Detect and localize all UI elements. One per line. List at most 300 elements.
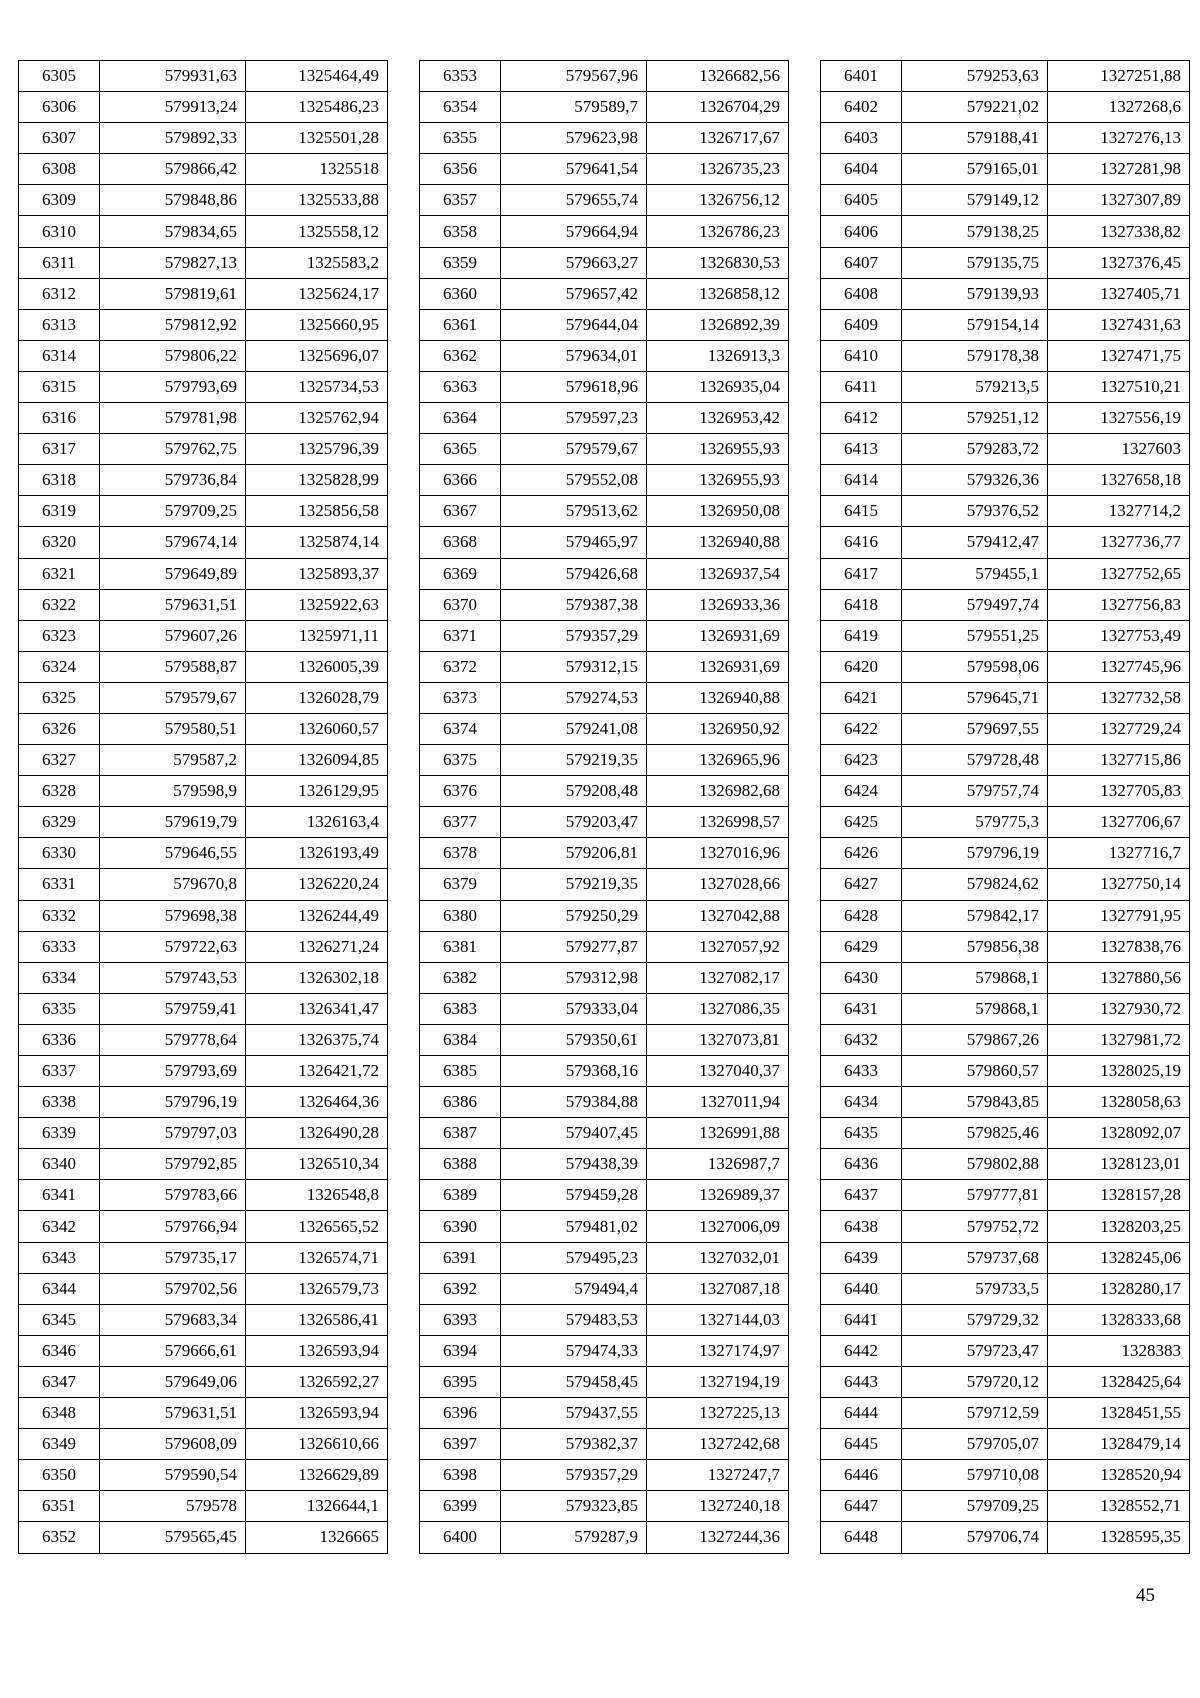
point-number-cell: 6381 [420,931,501,962]
x-coordinate-cell: 579333,04 [501,993,647,1024]
y-coordinate-cell: 1325583,2 [246,247,388,278]
table-row [821,1335,1190,1366]
x-coordinate-cell: 579793,69 [100,1056,246,1087]
point-number-cell: 6338 [19,1087,100,1118]
y-coordinate-cell: 1327736,77 [1048,527,1190,558]
x-coordinate-cell: 579578 [100,1491,246,1522]
point-number-cell: 6351 [19,1491,100,1522]
y-coordinate-cell: 1327510,21 [1048,371,1190,402]
y-coordinate-cell: 1326953,42 [647,403,789,434]
point-number-cell: 6324 [19,651,100,682]
y-coordinate-cell: 1328025,19 [1048,1056,1190,1087]
point-number-cell: 6393 [420,1304,501,1335]
point-number-cell: 6347 [19,1366,100,1397]
y-coordinate-cell: 1327251,88 [1048,61,1190,92]
y-coordinate-cell: 1328425,64 [1048,1366,1190,1397]
table-row [821,651,1190,682]
table-row [19,434,388,465]
y-coordinate-cell: 1327981,72 [1048,1024,1190,1055]
table-row [420,1304,789,1335]
y-coordinate-cell: 1327225,13 [647,1398,789,1429]
y-coordinate-cell: 1327087,18 [647,1273,789,1304]
y-coordinate-cell: 1326421,72 [246,1056,388,1087]
table-row [821,434,1190,465]
table-row [19,1211,388,1242]
coordinates-table-2 [419,60,789,1554]
x-coordinate-cell: 579843,85 [902,1087,1048,1118]
point-number-cell: 6413 [821,434,902,465]
table-row [821,1087,1190,1118]
table-row [420,216,789,247]
table-row [420,340,789,371]
point-number-cell: 6443 [821,1366,902,1397]
y-coordinate-cell: 1328552,71 [1048,1491,1190,1522]
y-coordinate-cell: 1327705,83 [1048,776,1190,807]
y-coordinate-cell: 1327011,94 [647,1087,789,1118]
table-row [821,713,1190,744]
x-coordinate-cell: 579657,42 [501,278,647,309]
point-number-cell: 6359 [420,247,501,278]
x-coordinate-cell: 579494,4 [501,1273,647,1304]
x-coordinate-cell: 579737,68 [902,1242,1048,1273]
y-coordinate-cell: 1327194,19 [647,1366,789,1397]
coordinates-table-1 [18,60,388,1554]
point-number-cell: 6438 [821,1211,902,1242]
table-row [821,620,1190,651]
table-row [19,465,388,496]
table-row [19,869,388,900]
point-number-cell: 6398 [420,1460,501,1491]
y-coordinate-cell: 1326464,36 [246,1087,388,1118]
x-coordinate-cell: 579459,28 [501,1180,647,1211]
x-coordinate-cell: 579213,5 [902,371,1048,402]
y-coordinate-cell: 1327431,63 [1048,309,1190,340]
y-coordinate-cell: 1325533,88 [246,185,388,216]
y-coordinate-cell: 1327244,36 [647,1522,789,1553]
table-row [19,247,388,278]
point-number-cell: 6377 [420,807,501,838]
table-row [19,1149,388,1180]
x-coordinate-cell: 579649,06 [100,1366,246,1397]
table-row [19,309,388,340]
table-row [19,807,388,838]
y-coordinate-cell: 1326629,89 [246,1460,388,1491]
x-coordinate-cell: 579426,68 [501,558,647,589]
x-coordinate-cell: 579834,65 [100,216,246,247]
point-number-cell: 6353 [420,61,501,92]
table-row [821,185,1190,216]
y-coordinate-cell: 1327556,19 [1048,403,1190,434]
x-coordinate-cell: 579241,08 [501,713,647,744]
x-coordinate-cell: 579735,17 [100,1242,246,1273]
x-coordinate-cell: 579793,69 [100,371,246,402]
y-coordinate-cell: 1326704,29 [647,92,789,123]
x-coordinate-cell: 579729,32 [902,1304,1048,1335]
x-coordinate-cell: 579250,29 [501,900,647,931]
table-row [420,1242,789,1273]
table-row [821,527,1190,558]
point-number-cell: 6417 [821,558,902,589]
x-coordinate-cell: 579495,23 [501,1242,647,1273]
table-row [821,309,1190,340]
x-coordinate-cell: 579720,12 [902,1366,1048,1397]
y-coordinate-cell: 1327242,68 [647,1429,789,1460]
table-row [420,465,789,496]
table-row [420,1273,789,1304]
x-coordinate-cell: 579623,98 [501,123,647,154]
table-row [19,776,388,807]
y-coordinate-cell: 1326341,47 [246,993,388,1024]
point-number-cell: 6423 [821,745,902,776]
y-coordinate-cell: 1326375,74 [246,1024,388,1055]
table-row [821,1180,1190,1211]
x-coordinate-cell: 579634,01 [501,340,647,371]
y-coordinate-cell: 1327603 [1048,434,1190,465]
x-coordinate-cell: 579139,93 [902,278,1048,309]
y-coordinate-cell: 1326244,49 [246,900,388,931]
y-coordinate-cell: 1328123,01 [1048,1149,1190,1180]
y-coordinate-cell: 1326982,68 [647,776,789,807]
point-number-cell: 6317 [19,434,100,465]
x-coordinate-cell: 579589,7 [501,92,647,123]
table-row [19,1398,388,1429]
x-coordinate-cell: 579778,64 [100,1024,246,1055]
point-number-cell: 6418 [821,589,902,620]
point-number-cell: 6328 [19,776,100,807]
table-row [420,620,789,651]
point-number-cell: 6427 [821,869,902,900]
y-coordinate-cell: 1327144,03 [647,1304,789,1335]
x-coordinate-cell: 579221,02 [902,92,1048,123]
y-coordinate-cell: 1327880,56 [1048,962,1190,993]
point-number-cell: 6426 [821,838,902,869]
x-coordinate-cell: 579797,03 [100,1118,246,1149]
table-row [821,465,1190,496]
point-number-cell: 6310 [19,216,100,247]
table-row [420,403,789,434]
y-coordinate-cell: 1326565,52 [246,1211,388,1242]
y-coordinate-cell: 1327032,01 [647,1242,789,1273]
x-coordinate-cell: 579683,34 [100,1304,246,1335]
point-number-cell: 6414 [821,465,902,496]
table-row [19,651,388,682]
point-number-cell: 6440 [821,1273,902,1304]
point-number-cell: 6343 [19,1242,100,1273]
table-row [420,776,789,807]
x-coordinate-cell: 579154,14 [902,309,1048,340]
point-number-cell: 6341 [19,1180,100,1211]
table-row [420,154,789,185]
table-row [821,1211,1190,1242]
point-number-cell: 6373 [420,682,501,713]
y-coordinate-cell: 1326987,7 [647,1149,789,1180]
x-coordinate-cell: 579775,3 [902,807,1048,838]
table-row [420,527,789,558]
table-row [420,745,789,776]
point-number-cell: 6399 [420,1491,501,1522]
point-number-cell: 6354 [420,92,501,123]
table-row [420,1335,789,1366]
table-row [420,1429,789,1460]
y-coordinate-cell: 1328595,35 [1048,1522,1190,1553]
point-number-cell: 6375 [420,745,501,776]
x-coordinate-cell: 579705,07 [902,1429,1048,1460]
table-row [19,1304,388,1335]
y-coordinate-cell: 1325518 [246,154,388,185]
table-row [821,1056,1190,1087]
x-coordinate-cell: 579465,97 [501,527,647,558]
y-coordinate-cell: 1326682,56 [647,61,789,92]
table-row [420,589,789,620]
table-row [420,993,789,1024]
point-number-cell: 6372 [420,651,501,682]
table-row [821,1398,1190,1429]
x-coordinate-cell: 579702,56 [100,1273,246,1304]
y-coordinate-cell: 1327732,58 [1048,682,1190,713]
x-coordinate-cell: 579931,63 [100,61,246,92]
y-coordinate-cell: 1326005,39 [246,651,388,682]
table-row [420,558,789,589]
point-number-cell: 6321 [19,558,100,589]
y-coordinate-cell: 1326579,73 [246,1273,388,1304]
y-coordinate-cell: 1325796,39 [246,434,388,465]
y-coordinate-cell: 1325464,49 [246,61,388,92]
table-row [420,1180,789,1211]
x-coordinate-cell: 579607,26 [100,620,246,651]
x-coordinate-cell: 579913,24 [100,92,246,123]
table-row [19,403,388,434]
x-coordinate-cell: 579848,86 [100,185,246,216]
table-row [821,745,1190,776]
table-row [19,589,388,620]
table-row [19,527,388,558]
x-coordinate-cell: 579274,53 [501,682,647,713]
y-coordinate-cell: 1327073,81 [647,1024,789,1055]
x-coordinate-cell: 579842,17 [902,900,1048,931]
y-coordinate-cell: 1326094,85 [246,745,388,776]
point-number-cell: 6355 [420,123,501,154]
table-row [420,651,789,682]
point-number-cell: 6445 [821,1429,902,1460]
point-number-cell: 6397 [420,1429,501,1460]
point-number-cell: 6361 [420,309,501,340]
x-coordinate-cell: 579698,38 [100,900,246,931]
x-coordinate-cell: 579825,46 [902,1118,1048,1149]
x-coordinate-cell: 579655,74 [501,185,647,216]
point-number-cell: 6362 [420,340,501,371]
x-coordinate-cell: 579674,14 [100,527,246,558]
x-coordinate-cell: 579759,41 [100,993,246,1024]
y-coordinate-cell: 1327338,82 [1048,216,1190,247]
point-number-cell: 6415 [821,496,902,527]
y-coordinate-cell: 1326937,54 [647,558,789,589]
point-number-cell: 6334 [19,962,100,993]
x-coordinate-cell: 579188,41 [902,123,1048,154]
x-coordinate-cell: 579766,94 [100,1211,246,1242]
y-coordinate-cell: 1327791,95 [1048,900,1190,931]
point-number-cell: 6366 [420,465,501,496]
y-coordinate-cell: 1327281,98 [1048,154,1190,185]
y-coordinate-cell: 1325893,37 [246,558,388,589]
x-coordinate-cell: 579219,35 [501,869,647,900]
x-coordinate-cell: 579866,42 [100,154,246,185]
point-number-cell: 6401 [821,61,902,92]
table-row [19,1429,388,1460]
y-coordinate-cell: 1326955,93 [647,465,789,496]
table-row [420,1118,789,1149]
x-coordinate-cell: 579474,33 [501,1335,647,1366]
x-coordinate-cell: 579481,02 [501,1211,647,1242]
x-coordinate-cell: 579588,87 [100,651,246,682]
y-coordinate-cell: 1327028,66 [647,869,789,900]
point-number-cell: 6428 [821,900,902,931]
table-row [19,745,388,776]
table-row [420,185,789,216]
point-number-cell: 6352 [19,1522,100,1553]
x-coordinate-cell: 579892,33 [100,123,246,154]
table-row [19,620,388,651]
y-coordinate-cell: 1328058,63 [1048,1087,1190,1118]
y-coordinate-cell: 1325624,17 [246,278,388,309]
x-coordinate-cell: 579618,96 [501,371,647,402]
y-coordinate-cell: 1325501,28 [246,123,388,154]
point-number-cell: 6411 [821,371,902,402]
point-number-cell: 6323 [19,620,100,651]
table-row [420,371,789,402]
table-row [821,869,1190,900]
table-row [19,216,388,247]
y-coordinate-cell: 1327057,92 [647,931,789,962]
table-row [19,340,388,371]
y-coordinate-cell: 1327016,96 [647,838,789,869]
x-coordinate-cell: 579641,54 [501,154,647,185]
y-coordinate-cell: 1326548,8 [246,1180,388,1211]
y-coordinate-cell: 1326830,53 [647,247,789,278]
point-number-cell: 6326 [19,713,100,744]
point-number-cell: 6435 [821,1118,902,1149]
table-row [19,496,388,527]
y-coordinate-cell: 1326991,88 [647,1118,789,1149]
table-row [420,1522,789,1553]
y-coordinate-cell: 1325828,99 [246,465,388,496]
y-coordinate-cell: 1326931,69 [647,620,789,651]
y-coordinate-cell: 1327086,35 [647,993,789,1024]
table-row [821,154,1190,185]
y-coordinate-cell: 1327376,45 [1048,247,1190,278]
x-coordinate-cell: 579796,19 [902,838,1048,869]
x-coordinate-cell: 579382,37 [501,1429,647,1460]
table-row [19,713,388,744]
table-row [821,682,1190,713]
x-coordinate-cell: 579208,48 [501,776,647,807]
table-row [821,838,1190,869]
point-number-cell: 6307 [19,123,100,154]
table-row [821,1024,1190,1055]
point-number-cell: 6332 [19,900,100,931]
point-number-cell: 6422 [821,713,902,744]
table-row [420,1460,789,1491]
point-number-cell: 6314 [19,340,100,371]
point-number-cell: 6330 [19,838,100,869]
table-row [821,278,1190,309]
table-row [19,371,388,402]
x-coordinate-cell: 579357,29 [501,620,647,651]
y-coordinate-cell: 1328203,25 [1048,1211,1190,1242]
x-coordinate-cell: 579608,09 [100,1429,246,1460]
x-coordinate-cell: 579323,85 [501,1491,647,1522]
y-coordinate-cell: 1326302,18 [246,962,388,993]
y-coordinate-cell: 1325922,63 [246,589,388,620]
point-number-cell: 6339 [19,1118,100,1149]
x-coordinate-cell: 579819,61 [100,278,246,309]
table-row [19,1056,388,1087]
x-coordinate-cell: 579253,63 [902,61,1048,92]
table-row [420,713,789,744]
table-row [821,1304,1190,1335]
point-number-cell: 6313 [19,309,100,340]
x-coordinate-cell: 579663,27 [501,247,647,278]
y-coordinate-cell: 1326892,39 [647,309,789,340]
x-coordinate-cell: 579619,79 [100,807,246,838]
point-number-cell: 6357 [420,185,501,216]
table-row [420,309,789,340]
table-row [821,247,1190,278]
table-row [420,1366,789,1397]
x-coordinate-cell: 579783,66 [100,1180,246,1211]
y-coordinate-cell: 1327307,89 [1048,185,1190,216]
x-coordinate-cell: 579666,61 [100,1335,246,1366]
point-number-cell: 6439 [821,1242,902,1273]
x-coordinate-cell: 579827,13 [100,247,246,278]
table-row [821,1491,1190,1522]
x-coordinate-cell: 579579,67 [501,434,647,465]
x-coordinate-cell: 579709,25 [902,1491,1048,1522]
point-number-cell: 6437 [821,1180,902,1211]
table-row [19,61,388,92]
table-row [19,1491,388,1522]
table-row [420,869,789,900]
y-coordinate-cell: 1326665 [246,1522,388,1553]
x-coordinate-cell: 579283,72 [902,434,1048,465]
x-coordinate-cell: 579326,36 [902,465,1048,496]
point-number-cell: 6378 [420,838,501,869]
y-coordinate-cell: 1327750,14 [1048,869,1190,900]
table-row [821,776,1190,807]
point-number-cell: 6337 [19,1056,100,1087]
y-coordinate-cell: 1326593,94 [246,1335,388,1366]
x-coordinate-cell: 579350,61 [501,1024,647,1055]
y-coordinate-cell: 1326955,93 [647,434,789,465]
point-number-cell: 6329 [19,807,100,838]
y-coordinate-cell: 1326756,12 [647,185,789,216]
table-row [420,931,789,962]
x-coordinate-cell: 579598,06 [902,651,1048,682]
y-coordinate-cell: 1327729,24 [1048,713,1190,744]
point-number-cell: 6363 [420,371,501,402]
table-row [19,962,388,993]
x-coordinate-cell: 579644,04 [501,309,647,340]
x-coordinate-cell: 579438,39 [501,1149,647,1180]
table-row [821,1460,1190,1491]
table-row [19,185,388,216]
table-row [821,1242,1190,1273]
point-number-cell: 6316 [19,403,100,434]
table-row [420,1491,789,1522]
table-row [19,1180,388,1211]
point-number-cell: 6416 [821,527,902,558]
point-number-cell: 6389 [420,1180,501,1211]
x-coordinate-cell: 579497,74 [902,589,1048,620]
